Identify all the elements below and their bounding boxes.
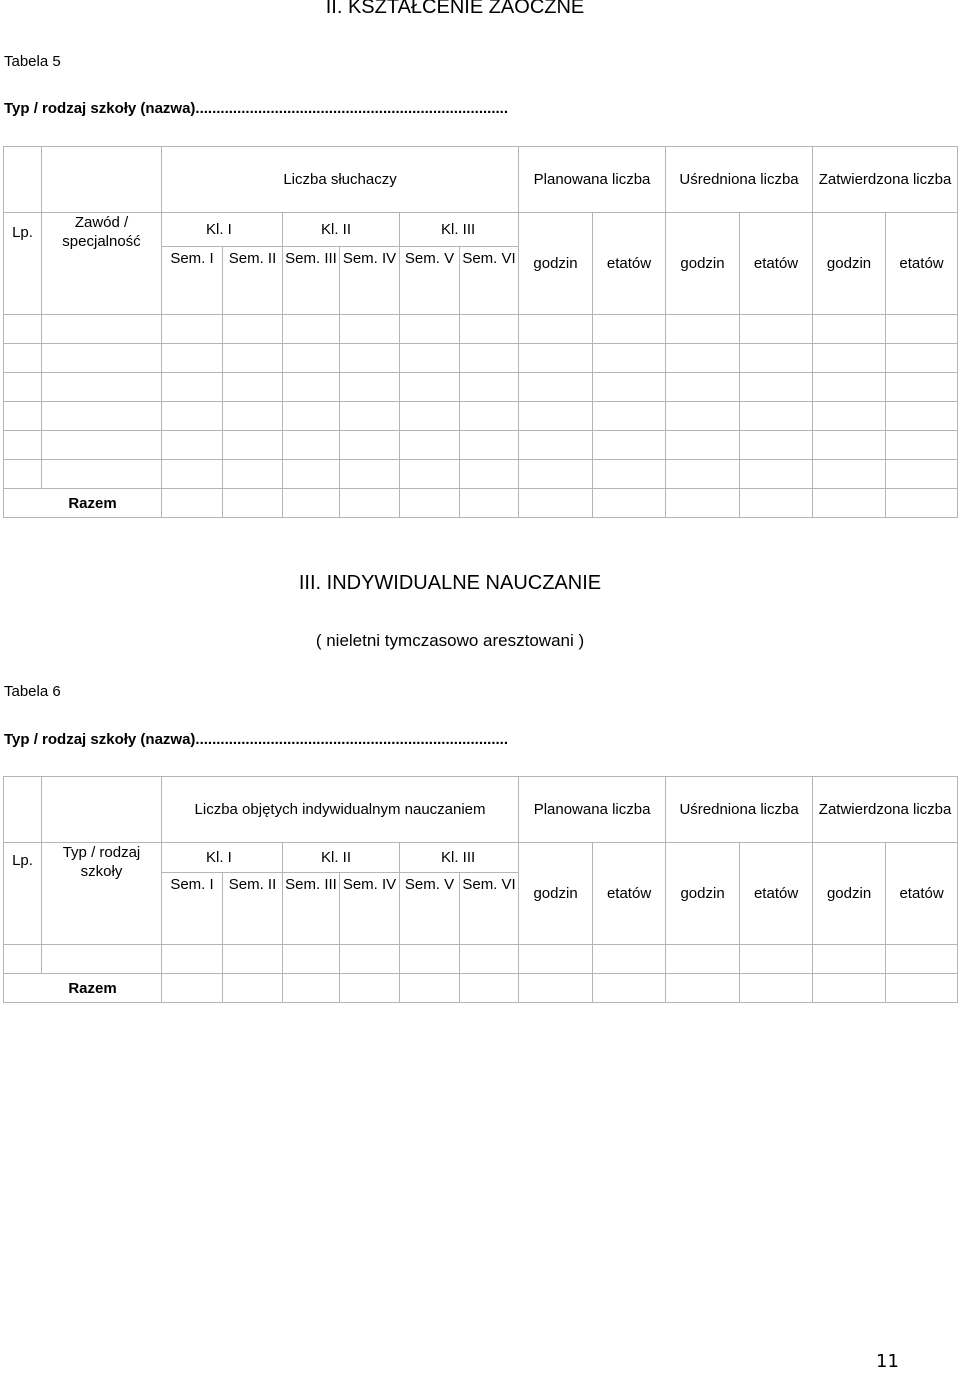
- header-hours: godzin: [813, 843, 886, 945]
- table-cell[interactable]: [400, 373, 460, 402]
- table-cell[interactable]: [460, 460, 519, 489]
- table-cell[interactable]: [4, 373, 42, 402]
- table-cell[interactable]: [593, 373, 666, 402]
- table-cell[interactable]: [740, 373, 813, 402]
- header-blank: [42, 777, 162, 843]
- header-profession: Zawód / specjalność: [42, 213, 162, 315]
- header-sem-6: Sem. VI: [460, 247, 519, 315]
- table-cell[interactable]: [162, 344, 223, 373]
- table-row: [4, 945, 958, 974]
- table-cell[interactable]: [283, 431, 340, 460]
- school-type-line: Typ / rodzaj szkoły (nazwa)...........................................................................: [4, 100, 508, 117]
- header-sem-1: Sem. I: [162, 247, 223, 315]
- table-cell[interactable]: [340, 315, 400, 344]
- table-cell[interactable]: [519, 344, 593, 373]
- table-cell[interactable]: [886, 373, 958, 402]
- table-cell[interactable]: [593, 460, 666, 489]
- table-cell[interactable]: [460, 945, 519, 974]
- table-cell[interactable]: [519, 315, 593, 344]
- section-3-subtitle: ( nieletni tymczasowo aresztowani ): [315, 631, 585, 650]
- table-cell[interactable]: [666, 945, 740, 974]
- table-cell[interactable]: [340, 344, 400, 373]
- table-cell[interactable]: [283, 489, 340, 518]
- table-cell[interactable]: [42, 373, 162, 402]
- header-approved: Zatwierdzona liczba: [813, 777, 958, 843]
- header-lp: Lp.: [4, 843, 42, 945]
- table-cell[interactable]: [223, 431, 283, 460]
- table-cell[interactable]: [42, 431, 162, 460]
- table-cell[interactable]: [4, 945, 42, 974]
- table-cell[interactable]: [162, 974, 223, 1003]
- header-sem-3: Sem. III: [283, 247, 340, 315]
- table-cell[interactable]: [283, 373, 340, 402]
- table-cell[interactable]: [223, 373, 283, 402]
- table-cell[interactable]: [223, 344, 283, 373]
- table-row: [4, 460, 958, 489]
- table-cell[interactable]: [400, 344, 460, 373]
- table-cell[interactable]: [593, 489, 666, 518]
- table-cell[interactable]: [283, 402, 340, 431]
- table-cell[interactable]: [886, 431, 958, 460]
- header-posts: etatów: [886, 213, 958, 315]
- table-cell[interactable]: [813, 344, 886, 373]
- table-cell[interactable]: [400, 315, 460, 344]
- table-cell[interactable]: [519, 460, 593, 489]
- table-cell[interactable]: [42, 402, 162, 431]
- table-cell[interactable]: [4, 460, 42, 489]
- table-cell[interactable]: [460, 974, 519, 1003]
- table-cell[interactable]: [460, 315, 519, 344]
- header-sem-2: Sem. II: [223, 873, 283, 945]
- table-cell[interactable]: [593, 402, 666, 431]
- header-approved: Zatwierdzona liczba: [813, 147, 958, 213]
- header-posts: etatów: [593, 213, 666, 315]
- table-cell[interactable]: [593, 431, 666, 460]
- table-cell[interactable]: [740, 945, 813, 974]
- section-2-title: II. KSZTAŁCENIE ZAOCZNE: [325, 0, 585, 18]
- table-6-label: Tabela 6: [4, 683, 61, 700]
- table-cell[interactable]: [340, 402, 400, 431]
- table-cell[interactable]: [519, 489, 593, 518]
- table-cell[interactable]: [813, 315, 886, 344]
- header-kl-2: Kl. II: [283, 213, 400, 247]
- table-cell[interactable]: [813, 431, 886, 460]
- header-covered: Liczba objętych indywidualnym nauczaniem: [162, 777, 519, 843]
- table-cell[interactable]: [886, 974, 958, 1003]
- table-cell[interactable]: [740, 431, 813, 460]
- table-cell[interactable]: [283, 460, 340, 489]
- table-cell[interactable]: [162, 315, 223, 344]
- school-type-line: Typ / rodzaj szkoły (nazwa)...........................................................................: [4, 731, 508, 748]
- table-row: [4, 431, 958, 460]
- table-cell[interactable]: [340, 489, 400, 518]
- header-planned: Planowana liczba: [519, 147, 666, 213]
- header-kl-3: Kl. III: [400, 843, 519, 873]
- table-cell[interactable]: [4, 431, 42, 460]
- table-cell[interactable]: [593, 945, 666, 974]
- table-cell[interactable]: [4, 402, 42, 431]
- table-6: [3, 776, 958, 1003]
- header-blank: [4, 147, 42, 213]
- table-cell[interactable]: [42, 344, 162, 373]
- table-row: [4, 402, 958, 431]
- table-cell[interactable]: [340, 460, 400, 489]
- table-cell[interactable]: [813, 402, 886, 431]
- table-cell[interactable]: [223, 489, 283, 518]
- table-cell[interactable]: [400, 974, 460, 1003]
- table-cell[interactable]: [593, 315, 666, 344]
- table-cell[interactable]: [42, 945, 162, 974]
- table-cell[interactable]: [400, 489, 460, 518]
- total-row: [4, 489, 958, 518]
- table-cell[interactable]: [162, 431, 223, 460]
- header-averaged: Uśredniona liczba: [666, 777, 813, 843]
- table-cell[interactable]: [460, 373, 519, 402]
- header-kl-2: Kl. II: [283, 843, 400, 873]
- table-cell[interactable]: [400, 945, 460, 974]
- header-sem-2: Sem. II: [223, 247, 283, 315]
- header-posts: etatów: [593, 843, 666, 945]
- table-cell[interactable]: [460, 431, 519, 460]
- header-planned: Planowana liczba: [519, 777, 666, 843]
- table-cell[interactable]: [400, 431, 460, 460]
- table-cell[interactable]: [223, 315, 283, 344]
- header-hours: godzin: [519, 843, 593, 945]
- table-cell[interactable]: [886, 315, 958, 344]
- table-cell[interactable]: [340, 945, 400, 974]
- table-cell[interactable]: [340, 431, 400, 460]
- table-cell[interactable]: [666, 974, 740, 1003]
- table-cell[interactable]: [400, 402, 460, 431]
- total-label: Razem: [4, 974, 162, 1003]
- header-hours: godzin: [666, 213, 740, 315]
- table-cell[interactable]: [223, 402, 283, 431]
- header-kl-1: Kl. I: [162, 843, 283, 873]
- total-row: [4, 974, 958, 1003]
- header-kl-3: Kl. III: [400, 213, 519, 247]
- table-cell[interactable]: [666, 489, 740, 518]
- table-cell[interactable]: [740, 344, 813, 373]
- table-row: [4, 344, 958, 373]
- table-cell[interactable]: [813, 489, 886, 518]
- table-cell[interactable]: [666, 402, 740, 431]
- table-cell[interactable]: [519, 431, 593, 460]
- header-posts: etatów: [740, 213, 813, 315]
- header-hours: godzin: [666, 843, 740, 945]
- table-cell[interactable]: [666, 431, 740, 460]
- header-blank: [4, 777, 42, 843]
- header-sem-5: Sem. V: [400, 247, 460, 315]
- table-cell[interactable]: [162, 460, 223, 489]
- table-row: [4, 373, 958, 402]
- table-cell[interactable]: [666, 344, 740, 373]
- header-averaged: Uśredniona liczba: [666, 147, 813, 213]
- table-cell[interactable]: [400, 460, 460, 489]
- table-cell[interactable]: [162, 489, 223, 518]
- header-posts: etatów: [886, 843, 958, 945]
- table-cell[interactable]: [340, 974, 400, 1003]
- table-cell[interactable]: [162, 373, 223, 402]
- table-cell[interactable]: [4, 315, 42, 344]
- table-cell[interactable]: [460, 489, 519, 518]
- table-cell[interactable]: [740, 315, 813, 344]
- header-sem-3: Sem. III: [283, 873, 340, 945]
- table-cell[interactable]: [283, 974, 340, 1003]
- header-posts: etatów: [740, 843, 813, 945]
- table-cell[interactable]: [593, 344, 666, 373]
- table-cell[interactable]: [283, 945, 340, 974]
- table-cell[interactable]: [460, 344, 519, 373]
- table-cell[interactable]: [886, 402, 958, 431]
- table-cell[interactable]: [340, 373, 400, 402]
- header-kl-1: Kl. I: [162, 213, 283, 247]
- table-cell[interactable]: [813, 945, 886, 974]
- table-cell[interactable]: [162, 402, 223, 431]
- table-cell[interactable]: [223, 974, 283, 1003]
- header-sem-1: Sem. I: [162, 873, 223, 945]
- table-cell[interactable]: [519, 974, 593, 1003]
- page-number: 11: [876, 1351, 899, 1372]
- table-cell[interactable]: [4, 344, 42, 373]
- header-sem-4: Sem. IV: [340, 247, 400, 315]
- header-blank: [42, 147, 162, 213]
- table-cell[interactable]: [666, 315, 740, 344]
- table-cell[interactable]: [740, 489, 813, 518]
- header-sem-4: Sem. IV: [340, 873, 400, 945]
- table-cell[interactable]: [519, 373, 593, 402]
- header-lp: Lp.: [4, 213, 42, 315]
- table-cell[interactable]: [813, 460, 886, 489]
- table-5: [3, 146, 958, 518]
- table-cell[interactable]: [886, 489, 958, 518]
- header-sem-5: Sem. V: [400, 873, 460, 945]
- table-5-label: Tabela 5: [4, 53, 61, 70]
- table-cell[interactable]: [886, 945, 958, 974]
- section-3-title: III. INDYWIDUALNE NAUCZANIE: [298, 572, 602, 594]
- table-cell[interactable]: [666, 460, 740, 489]
- table-cell[interactable]: [813, 974, 886, 1003]
- table-cell[interactable]: [223, 460, 283, 489]
- table-cell[interactable]: [460, 402, 519, 431]
- table-cell[interactable]: [283, 344, 340, 373]
- table-cell[interactable]: [162, 945, 223, 974]
- table-cell[interactable]: [42, 460, 162, 489]
- header-school-type: Typ / rodzaj szkoły: [42, 843, 162, 945]
- table-cell[interactable]: [740, 974, 813, 1003]
- table-cell[interactable]: [740, 460, 813, 489]
- table-cell[interactable]: [740, 402, 813, 431]
- header-sem-6: Sem. VI: [460, 873, 519, 945]
- total-label: Razem: [4, 489, 162, 518]
- table-cell[interactable]: [519, 402, 593, 431]
- header-students: Liczba słuchaczy: [162, 147, 519, 213]
- table-cell[interactable]: [283, 315, 340, 344]
- table-row: [4, 315, 958, 344]
- table-cell[interactable]: [593, 974, 666, 1003]
- table-cell[interactable]: [223, 945, 283, 974]
- header-hours: godzin: [519, 213, 593, 315]
- table-cell[interactable]: [42, 315, 162, 344]
- header-hours: godzin: [813, 213, 886, 315]
- table-cell[interactable]: [886, 344, 958, 373]
- table-cell[interactable]: [666, 373, 740, 402]
- table-cell[interactable]: [519, 945, 593, 974]
- table-cell[interactable]: [813, 373, 886, 402]
- table-cell[interactable]: [886, 460, 958, 489]
